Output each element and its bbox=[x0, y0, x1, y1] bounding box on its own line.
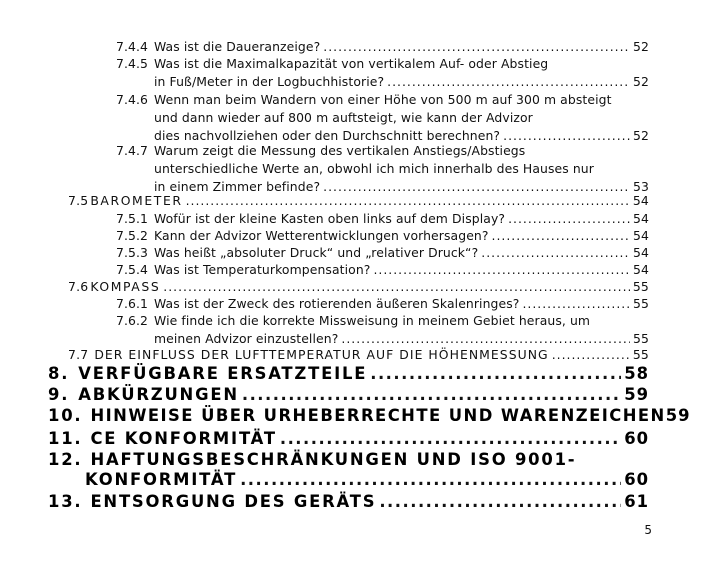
entry-page: 55 bbox=[633, 331, 649, 346]
entry-title: Was ist Temperaturkompensation? bbox=[154, 262, 371, 277]
toc-entry-7-4-5[interactable] bbox=[116, 56, 649, 89]
dot-leader bbox=[522, 296, 630, 311]
entry-number: 7.6.2 bbox=[116, 313, 149, 328]
chapter-number: 9. bbox=[48, 385, 70, 404]
entry-page: 55 bbox=[632, 279, 649, 294]
entry-title-line-2: unterschiedliche Werte an, obwohl ich mich innerhalb des Hauses nur bbox=[154, 161, 594, 176]
entry-number: 7.4.4 bbox=[116, 39, 149, 54]
entry-page: 52 bbox=[633, 39, 649, 54]
dot-leader bbox=[240, 470, 621, 489]
dot-leader bbox=[373, 262, 630, 277]
chapter-title: ENTSORGUNG DES GERÄTS bbox=[90, 492, 377, 511]
dot-leader bbox=[323, 179, 630, 194]
dot-leader bbox=[163, 279, 630, 294]
entry-title-line-2: und dann wieder auf 800 m auftsteigt, wie kann der Advizor bbox=[154, 110, 533, 125]
chapter-title: HINWEISE ÜBER URHEBERRECHTE UND WARENZEICHEN bbox=[90, 406, 666, 425]
entry-title-line-2: meinen Advizor einzustellen? bbox=[154, 331, 339, 346]
chapter-number: 12. bbox=[48, 450, 83, 469]
entry-title: Wofür ist der kleine Kasten oben links auf dem Display? bbox=[154, 211, 506, 226]
chapter-title: VERFÜGBARE ERSATZTEILE bbox=[78, 364, 368, 383]
entry-title: Was heißt „absoluter Druck“ und „relativer Druck“? bbox=[154, 245, 479, 260]
entry-page: 55 bbox=[633, 296, 649, 311]
entry-number: 7.7 bbox=[68, 347, 89, 362]
chapter-number: 8. bbox=[48, 364, 70, 383]
dot-leader bbox=[508, 211, 630, 226]
dot-leader bbox=[481, 245, 630, 260]
entry-number: 7.5.2 bbox=[116, 228, 149, 243]
entry-page: 52 bbox=[633, 74, 649, 89]
entry-title-line-2: in Fuß/Meter in der Logbuchhistorie? bbox=[154, 74, 385, 89]
dot-leader bbox=[341, 331, 630, 346]
entry-page: 54 bbox=[633, 245, 649, 260]
dot-leader bbox=[387, 74, 630, 89]
entry-number: 7.5.4 bbox=[116, 262, 149, 277]
entry-page: 54 bbox=[633, 211, 649, 226]
entry-number: 7.6.1 bbox=[116, 296, 149, 311]
chapter-title-line-1: HAFTUNGSBESCHRÄNKUNGEN UND ISO 9001- bbox=[90, 450, 577, 469]
dot-leader bbox=[242, 385, 621, 404]
entry-page: 55 bbox=[632, 347, 649, 362]
entry-title: KOMPASS bbox=[90, 279, 161, 294]
toc-entry-7-6[interactable] bbox=[68, 279, 649, 294]
entry-page: 54 bbox=[633, 228, 649, 243]
chapter-number: 10. bbox=[48, 406, 83, 425]
toc-entry-7-7[interactable] bbox=[68, 347, 649, 362]
dot-leader bbox=[186, 193, 630, 208]
entry-title-line-3: in einem Zimmer befinde? bbox=[154, 179, 321, 194]
entry-title-line-1: Warum zeigt die Messung des vertikalen Anstiegs/Abstiegs bbox=[154, 143, 526, 158]
entry-title-line-3: dies nachvollziehen oder den Durchschnitt berechnen? bbox=[154, 128, 501, 143]
page-number: 5 bbox=[644, 523, 652, 537]
dot-leader bbox=[379, 492, 621, 511]
entry-number: 7.5.3 bbox=[116, 245, 149, 260]
entry-number: 7.5.1 bbox=[116, 211, 149, 226]
entry-title: Was ist die Daueranzeige? bbox=[154, 39, 321, 54]
chapter-title: CE KONFORMITÄT bbox=[90, 429, 277, 448]
dot-leader bbox=[280, 429, 621, 448]
chapter-title: ABKÜRZUNGEN bbox=[78, 385, 239, 404]
toc-entry-7-5[interactable] bbox=[68, 193, 649, 208]
entry-number: 7.5 bbox=[68, 193, 89, 208]
chapter-number: 13. bbox=[48, 492, 83, 511]
toc-entry-7-6-2[interactable] bbox=[116, 313, 649, 346]
chapter-page: 60 bbox=[624, 470, 649, 489]
entry-title: Was ist der Zweck des rotierenden äußeren Skalenringes? bbox=[154, 296, 520, 311]
entry-page: 52 bbox=[633, 128, 649, 143]
entry-number: 7.4.6 bbox=[116, 92, 149, 107]
chapter-number: 11. bbox=[48, 429, 83, 448]
entry-title: Kann der Advizor Wetterentwicklungen vorhersagen? bbox=[154, 228, 489, 243]
chapter-page: 58 bbox=[624, 364, 649, 383]
dot-leader bbox=[370, 364, 621, 383]
entry-page: 54 bbox=[633, 262, 649, 277]
toc-chapter-12[interactable] bbox=[48, 450, 649, 489]
entry-title-line-1: Was ist die Maximalkapazität von vertikalem Auf- oder Abstieg bbox=[154, 56, 549, 71]
entry-title-line-1: Wenn man beim Wandern von einer Höhe von 500 m auf 300 m absteigt bbox=[154, 92, 612, 107]
toc-entry-7-5-4[interactable] bbox=[116, 262, 649, 277]
entry-number: 7.4.7 bbox=[116, 143, 149, 158]
dot-leader bbox=[492, 228, 630, 243]
toc-entry-7-5-2[interactable] bbox=[116, 228, 649, 243]
dot-leader bbox=[503, 128, 630, 143]
entry-title: BAROMETER bbox=[90, 193, 183, 208]
entry-title-line-1: Wie finde ich die korrekte Missweisung in meinem Gebiet heraus, um bbox=[154, 313, 591, 328]
toc-entry-7-6-1[interactable] bbox=[116, 296, 649, 311]
chapter-title-line-2: KONFORMITÄT bbox=[85, 470, 238, 489]
toc-entry-7-5-1[interactable] bbox=[116, 211, 649, 226]
entry-number: 7.4.5 bbox=[116, 56, 149, 71]
dot-leader bbox=[552, 347, 630, 362]
toc-chapter-13[interactable] bbox=[48, 492, 649, 511]
chapter-page: 59 bbox=[624, 385, 649, 404]
toc-entry-7-4-6[interactable] bbox=[116, 92, 649, 143]
toc-chapter-8[interactable] bbox=[48, 364, 649, 383]
toc-entry-7-5-3[interactable] bbox=[116, 245, 649, 260]
toc-chapter-9[interactable] bbox=[48, 385, 649, 404]
entry-number: 7.6 bbox=[68, 279, 89, 294]
dot-leader bbox=[323, 39, 630, 54]
toc-chapter-11[interactable] bbox=[48, 429, 649, 448]
entry-title: DER EINFLUSS DER LUFTTEMPERATUR AUF DIE HÖHENMESSUNG bbox=[94, 347, 549, 362]
chapter-page: 60 bbox=[624, 429, 649, 448]
entry-page: 53 bbox=[633, 179, 649, 194]
toc-chapter-10[interactable] bbox=[48, 406, 691, 425]
toc-entry-7-4-7[interactable] bbox=[116, 143, 649, 194]
chapter-page: 59 bbox=[665, 406, 691, 425]
chapter-page: 61 bbox=[624, 492, 649, 511]
toc-entry-7-4-4[interactable] bbox=[116, 39, 649, 54]
entry-page: 54 bbox=[632, 193, 649, 208]
